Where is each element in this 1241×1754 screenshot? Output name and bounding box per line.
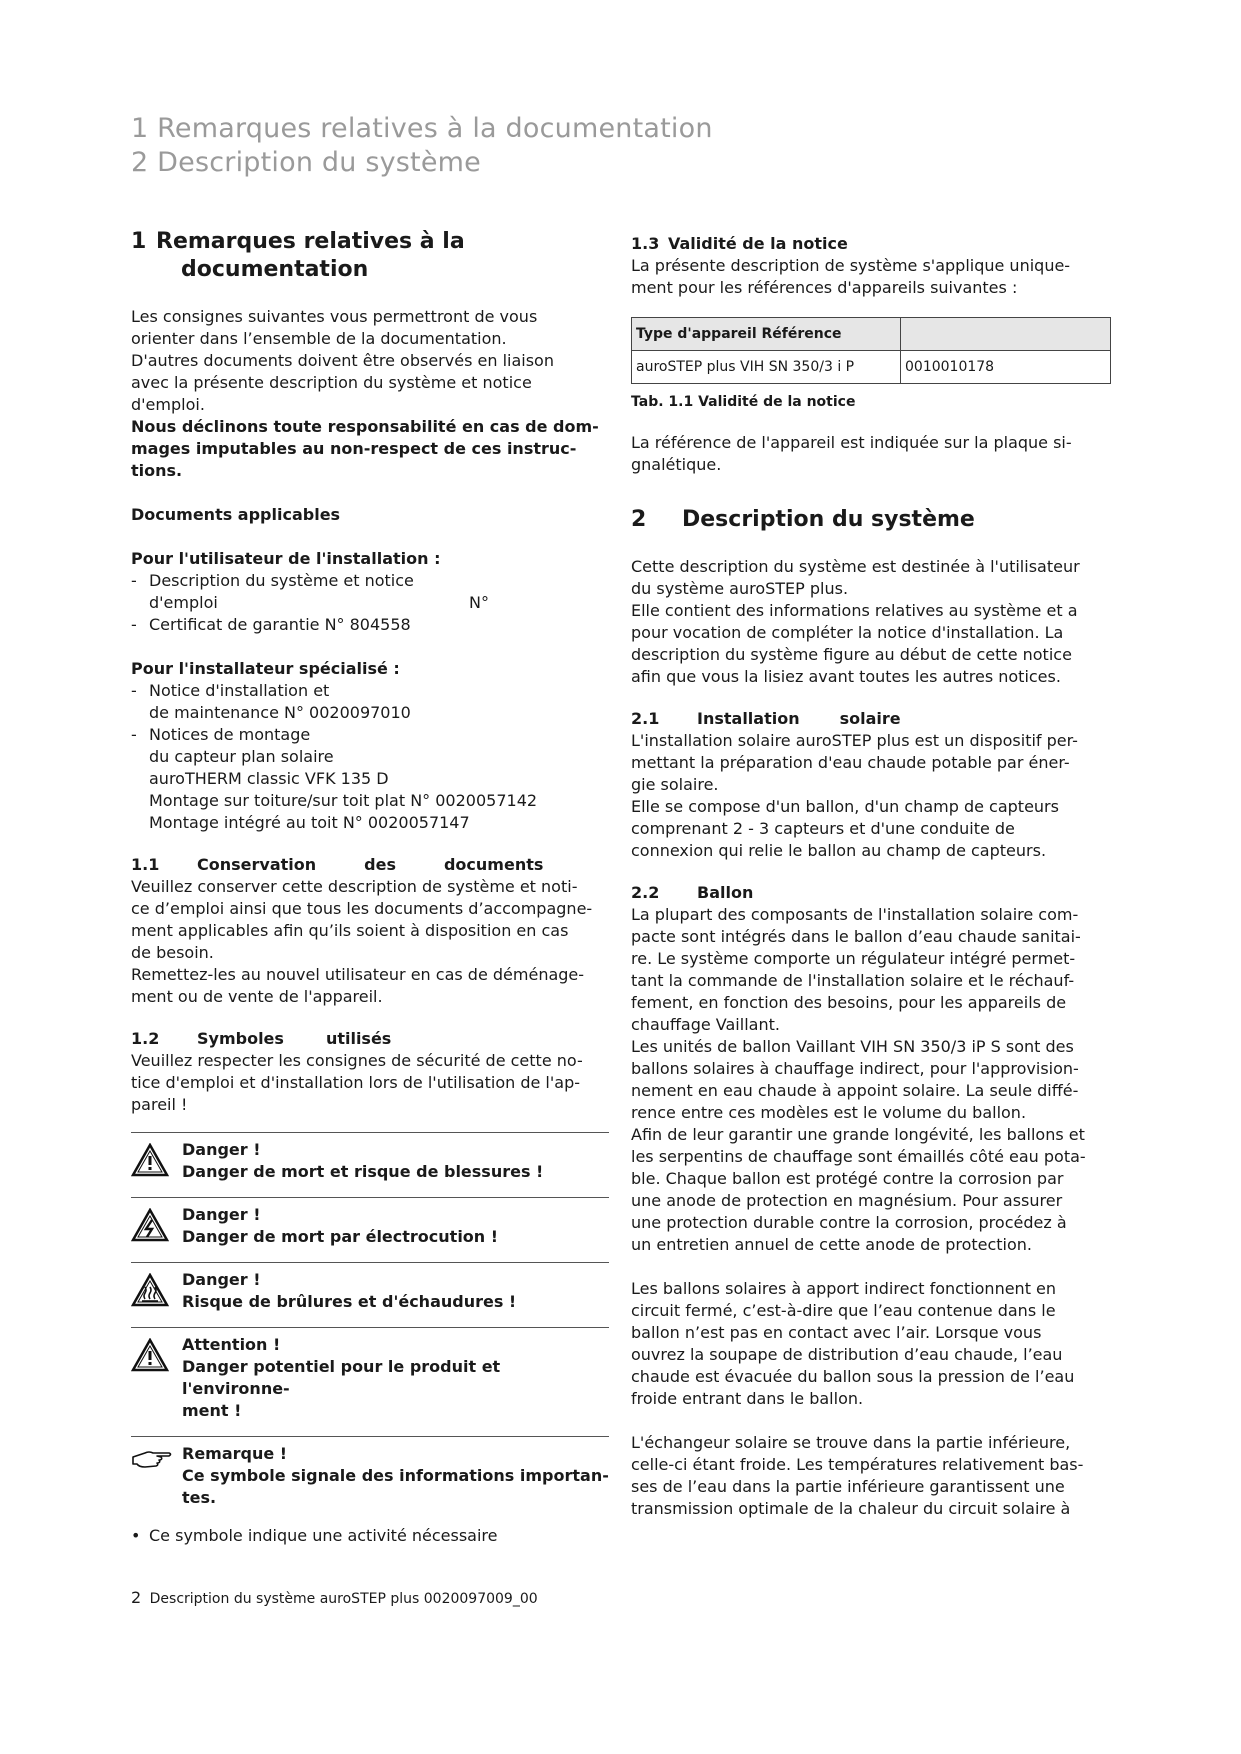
text-line: afin que vous la lisiez avant toutes les autres notices. [631, 667, 1061, 686]
text-line: orienter dans l’ensemble de la documentation. [131, 329, 507, 348]
text-line: tant la commande de l'installation solaire et le réchauf- [631, 971, 1075, 990]
intro-paragraph [131, 306, 609, 416]
text-line: fement, en fonction des besoins, pour les appareils de [631, 993, 1067, 1012]
section-number: 2 [631, 507, 647, 532]
section-1-1-heading [131, 854, 609, 876]
page-number: 2 [131, 1588, 142, 1607]
text-line: Montage sur toiture/sur toit plat N° 0020057142 [149, 791, 538, 810]
warning-text: Danger de mort par électrocution ! [182, 1227, 499, 1246]
text-line: ce d’emploi ainsi que tous les documents d’accompagne- [131, 899, 593, 918]
section-1-3-text [631, 255, 1111, 299]
note-title: Remarque ! [182, 1444, 288, 1463]
heading-word: Ballon [697, 883, 754, 902]
list-item [131, 680, 609, 724]
text-line: pour vocation de compléter la notice d'installation. La [631, 623, 1064, 642]
text-line: ble. Chaque ballon est protégé contre la corrosion par [631, 1169, 1064, 1188]
section-1-3-heading [631, 233, 1111, 255]
note-text: tes. [182, 1488, 217, 1507]
section-number: 1.1 [131, 855, 160, 874]
text-line: une protection durable contre la corrosion, procédez à [631, 1213, 1067, 1232]
list-item [131, 724, 609, 834]
text-line: du capteur plan solaire [149, 747, 334, 766]
right-column [631, 233, 1111, 1520]
warning-block [131, 1132, 609, 1197]
table-header [901, 318, 1111, 351]
section-2-1-text [631, 730, 1111, 862]
pointing-hand-icon [131, 1443, 182, 1509]
section-1-2-heading [131, 1028, 609, 1050]
table-header-row [632, 318, 1111, 351]
note-text: Ce symbole signale des informations importan- [182, 1466, 609, 1485]
warning-block [131, 1262, 609, 1327]
text-line: d'emploi [149, 593, 218, 612]
text-line: Elle contient des informations relatives au système et a [631, 601, 1078, 620]
activity-bullet: • Ce symbole indique une activité nécessaire [131, 1526, 498, 1545]
text-line: pareil ! [131, 1095, 188, 1114]
note-block [131, 1436, 609, 1523]
table-header: Type d'appareil Référence [632, 318, 901, 351]
text-line: ouvrez la soupape de distribution d’eau chaude, l’eau [631, 1345, 1063, 1364]
warning-title: Danger ! [182, 1205, 261, 1224]
text-line: nement en eau chaude à appoint solaire. La seule diffé- [631, 1081, 1079, 1100]
warning-title: Danger ! [182, 1140, 261, 1159]
warning-text: ment ! [182, 1401, 242, 1420]
table-caption: Tab. 1.1 Validité de la notice [631, 394, 856, 410]
text-line: N° [469, 593, 489, 612]
heading-word: solaire [839, 709, 901, 728]
user-docs-list [131, 570, 609, 636]
section-2-text [631, 556, 1111, 688]
section-number: 2.2 [631, 883, 660, 902]
text-line: ment pour les références d'appareils suivantes : [631, 278, 1018, 297]
page-header [131, 112, 713, 180]
validity-table [631, 317, 1111, 384]
table-row [632, 351, 1111, 384]
text-line: Veuillez conserver cette description de système et noti- [131, 877, 578, 896]
warning-text: Danger potentiel pour le produit et l'environne- [182, 1357, 501, 1398]
text-line: une anode de protection en magnésium. Pour assurer [631, 1191, 1063, 1210]
text-line: La présente description de système s'applique unique- [631, 256, 1071, 275]
text-line: un entretien annuel de cette anode de protection. [631, 1235, 1033, 1254]
installer-heading: Pour l'installateur spécialisé : [131, 659, 400, 678]
footer-text: Description du système auroSTEP plus 0020097009_00 [149, 1591, 538, 1607]
text-line: rence entre ces modèles est le volume du ballon. [631, 1103, 1027, 1122]
section-1-2-text [131, 1050, 609, 1116]
text-line: Afin de leur garantir une grande longévité, les ballons et [631, 1125, 1085, 1144]
text-line: Elle se compose d'un ballon, d'un champ de capteurs [631, 797, 1059, 816]
bullet-text: Ce symbole indique une activité nécessaire [149, 1526, 498, 1545]
text-line: du système auroSTEP plus. [631, 579, 849, 598]
text-line: ment ou de vente de l'appareil. [131, 987, 383, 1006]
text-line: Nous déclinons toute responsabilité en cas de dom- [131, 417, 599, 436]
left-column [131, 228, 609, 1547]
warning-text: Risque de brûlures et d'échaudures ! [182, 1292, 517, 1311]
warning-title: Danger ! [182, 1270, 261, 1289]
text-line: transmission optimale de la chaleur du circuit solaire à [631, 1499, 1071, 1518]
text-line: ses de l’eau dans la partie inférieure garantissent une [631, 1477, 1065, 1496]
table-cell: auroSTEP plus VIH SN 350/3 i P [632, 351, 901, 384]
section-2-2-text-3 [631, 1432, 1111, 1520]
text-line: chaude est évacuée du ballon sous la pression de l’eau [631, 1367, 1075, 1386]
text-line: d'emploi. [131, 395, 205, 414]
disclaimer [131, 416, 609, 482]
text-line: gnalétique. [631, 455, 722, 474]
installer-docs-list [131, 680, 609, 834]
header-line-1: 1 Remarques relatives à la documentation [131, 113, 713, 144]
text-line: mages imputables au non-respect de ces instruc- [131, 439, 577, 458]
documents-heading: Documents applicables [131, 505, 341, 524]
section-2-2-heading [631, 882, 1111, 904]
hot-surface-triangle-icon [131, 1269, 182, 1313]
text-line: La référence de l'appareil est indiquée sur la plaque si- [631, 433, 1072, 452]
warning-block [131, 1327, 609, 1436]
text-line: - Notices de montage [149, 725, 311, 744]
list-item [131, 570, 609, 614]
section-2-2-text [631, 904, 1111, 1256]
heading-word: Symboles [197, 1029, 284, 1048]
header-line-2: 2 Description du système [131, 147, 481, 178]
section-number: 2.1 [631, 709, 660, 728]
warning-text: Danger de mort et risque de blessures ! [182, 1162, 544, 1181]
heading-word: des [364, 855, 396, 874]
section-number: 1.2 [131, 1029, 160, 1048]
text-line: La plupart des composants de l'installation solaire com- [631, 905, 1079, 924]
warning-block [131, 1197, 609, 1262]
text-line: auroTHERM classic VFK 135 D [149, 769, 389, 788]
text-line: ment applicables afin qu’ils soient à disposition en cas [131, 921, 569, 940]
text-line: Remettez-les au nouvel utilisateur en cas de déménage- [131, 965, 585, 984]
exclamation-triangle-icon [131, 1334, 182, 1422]
heading-word: Conservation [197, 855, 317, 874]
heading-text: Validité de la notice [668, 234, 848, 253]
text-line: re. Le système comporte un régulateur intégré permet- [631, 949, 1076, 968]
heading-word: utilisés [325, 1029, 392, 1048]
text-line: tice d'emploi et d'installation lors de l'utilisation de l'ap- [131, 1073, 580, 1092]
table-cell: 0010010178 [901, 351, 1111, 384]
text-line: Les consignes suivantes vous permettront de vous [131, 307, 538, 326]
section-number: 1.3 [631, 234, 660, 253]
section-2-1-heading [631, 708, 1111, 730]
text-line: connexion qui relie le ballon au champ de capteurs. [631, 841, 1047, 860]
text-line: les serpentins de chauffage sont émaillés côté eau pota- [631, 1147, 1086, 1166]
text-line: celle-ci étant froide. Les températures relativement bas- [631, 1455, 1084, 1474]
text-line: Les ballons solaires à apport indirect fonctionnent en [631, 1279, 1057, 1298]
text-line: mettant la préparation d'eau chaude potable par éner- [631, 753, 1070, 772]
section-title-cont: documentation [181, 257, 369, 282]
plate-note [631, 432, 1111, 476]
text-line: ballons solaires à chauffage indirect, pour l'approvision- [631, 1059, 1079, 1078]
text-line: ballon n’est pas en contact avec l’air. Lorsque vous [631, 1323, 1042, 1342]
section-title: Remarques relatives à la [156, 229, 465, 254]
text-line: froide entrant dans le ballon. [631, 1389, 864, 1408]
text-line: D'autres documents doivent être observés en liaison [131, 351, 554, 370]
exclamation-triangle-icon [131, 1139, 182, 1183]
warning-title: Attention ! [182, 1335, 281, 1354]
text-line: circuit fermé, c’est-à-dire que l’eau contenue dans le [631, 1301, 1056, 1320]
user-heading: Pour l'utilisateur de l'installation : [131, 549, 441, 568]
text-line: gie solaire. [631, 775, 719, 794]
text-line: L'installation solaire auroSTEP plus est un dispositif per- [631, 731, 1078, 750]
text-line: de besoin. [131, 943, 214, 962]
section-1-heading [131, 228, 609, 284]
section-2-2-text-2 [631, 1278, 1111, 1410]
section-title: Description du système [682, 507, 975, 532]
section-2-heading [631, 506, 1111, 534]
text-line: Cette description du système est destinée à l'utilisateur [631, 557, 1080, 576]
heading-word: Installation [697, 709, 800, 728]
text-line: pacte sont intégrés dans le ballon d’eau chaude sanitai- [631, 927, 1081, 946]
text-line: tions. [131, 461, 183, 480]
text-line: Les unités de ballon Vaillant VIH SN 350/3 iP S sont des [631, 1037, 1074, 1056]
text-line: description du système figure au début de cette notice [631, 645, 1072, 664]
text-line: chauffage Vaillant. [631, 1015, 780, 1034]
electric-triangle-icon [131, 1204, 182, 1248]
text-line: L'échangeur solaire se trouve dans la partie inférieure, [631, 1433, 1071, 1452]
section-number: 1 [131, 229, 147, 254]
text-line: - Notice d'installation et [149, 681, 330, 700]
page-footer [131, 1588, 538, 1607]
list-item [131, 614, 609, 636]
text-line: comprenant 2 - 3 capteurs et d'une conduite de [631, 819, 1015, 838]
text-line: Certificat de garantie N° 804558 [149, 615, 411, 634]
heading-word: documents [443, 855, 544, 874]
text-line: Veuillez respecter les consignes de sécurité de cette no- [131, 1051, 583, 1070]
text-line: de maintenance N° 0020097010 [149, 703, 411, 722]
section-1-1-text [131, 876, 609, 1008]
text-line: Montage intégré au toit N° 0020057147 [149, 813, 470, 832]
text-line: - Description du système et notice [149, 571, 414, 590]
text-line: avec la présente description du système et notice [131, 373, 532, 392]
